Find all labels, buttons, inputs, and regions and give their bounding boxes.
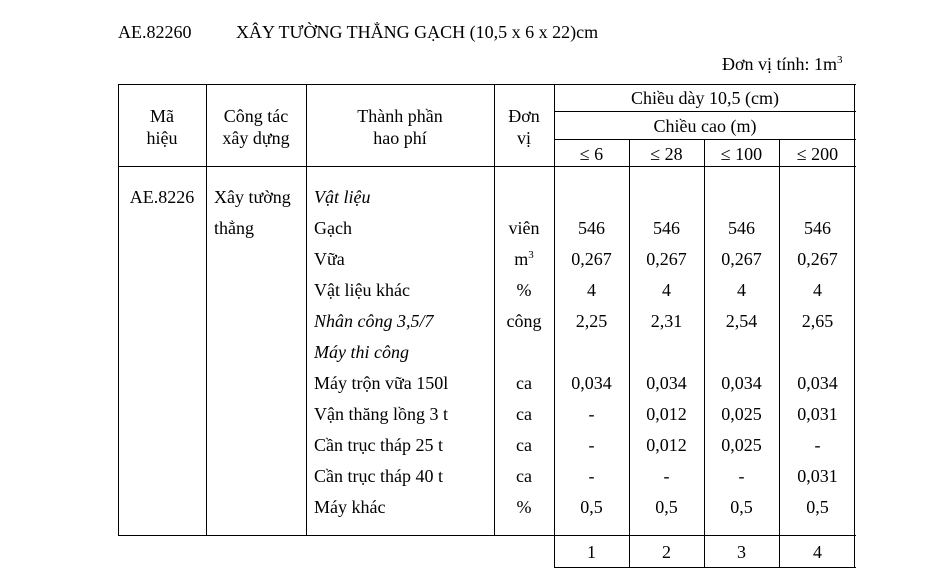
header-don-vi-line2: vị <box>516 128 531 148</box>
row-unit <box>494 372 554 394</box>
row-value-col-3: 4 <box>737 280 746 300</box>
row-unit-text: % <box>516 280 532 300</box>
header-don-vi-line1: Đơn <box>508 106 540 126</box>
header-height-col-1: ≤ 6 <box>579 144 604 164</box>
row-component-name: Máy thi công <box>314 342 409 362</box>
header-height: Chiều cao (m) <box>653 116 757 136</box>
row-value-col-4: 0,031 <box>797 466 838 486</box>
row-value-col-3: 546 <box>728 218 755 238</box>
row-work-line2: thẳng <box>214 218 254 238</box>
row-unit-text: công <box>506 311 542 331</box>
row-unit-text: ca <box>516 373 532 393</box>
row-value-col-3: - <box>738 466 745 486</box>
unit-note <box>722 54 843 75</box>
table-top-border <box>118 84 856 85</box>
row-unit <box>494 434 554 456</box>
row-unit-text: m <box>514 249 529 269</box>
row-unit <box>494 279 554 301</box>
header-cong-tac-line2: xây dựng <box>222 128 290 148</box>
row-value-col-2: 4 <box>662 280 671 300</box>
row-value-col-2: 0,5 <box>655 497 678 517</box>
row-value-col-2: 0,012 <box>646 404 687 424</box>
row-value-col-4: 2,65 <box>801 311 834 331</box>
row-component-name: Nhân công 3,5/7 <box>314 311 434 331</box>
header-ma-hieu <box>118 105 206 149</box>
row-component-name: Vật liệu <box>314 187 371 207</box>
row-value-col-2: 0,012 <box>646 435 687 455</box>
col-border-1 <box>206 84 207 535</box>
col-border-0 <box>118 84 119 535</box>
row-value-col-1: - <box>588 435 595 455</box>
row-unit <box>494 403 554 425</box>
row-unit <box>494 310 554 332</box>
row-value-col-1: - <box>588 466 595 486</box>
header-bottom-border <box>118 166 856 167</box>
header-divider-1 <box>554 111 856 112</box>
row-unit-text: % <box>516 497 532 517</box>
row-component-name: Gạch <box>314 218 352 238</box>
row-work-type <box>214 186 291 239</box>
row-component-name: Cần trục tháp 40 t <box>314 466 443 486</box>
header-cong-tac <box>206 105 306 149</box>
row-value-col-3: 0,034 <box>721 373 762 393</box>
row-value-col-1: 0,034 <box>571 373 612 393</box>
header-ma-hieu-line2: hiệu <box>146 128 178 148</box>
row-component-name: Vữa <box>314 249 345 269</box>
row-value-col-3: 2,54 <box>725 311 758 331</box>
table-bottom-border <box>118 535 856 536</box>
row-unit <box>494 248 554 270</box>
header-don-vi <box>494 105 554 149</box>
header-cong-tac-line1: Công tác <box>223 106 289 126</box>
footer-col-2: 2 <box>662 542 671 562</box>
row-value-col-3: 0,267 <box>721 249 762 269</box>
row-unit-text: ca <box>516 435 532 455</box>
row-value-col-1: 4 <box>587 280 596 300</box>
row-value-col-2: 0,267 <box>646 249 687 269</box>
row-value-col-1: 2,25 <box>575 311 608 331</box>
norm-title: XÂY TƯỜNG THẲNG GẠCH (10,5 x 6 x 22)cm <box>236 22 599 42</box>
row-value-col-3: 0,5 <box>730 497 753 517</box>
header-thanh-phan-line2: hao phí <box>373 128 427 148</box>
row-value-col-1: 0,5 <box>580 497 603 517</box>
row-value-col-4: 546 <box>804 218 831 238</box>
row-component-name: Vật liệu khác <box>314 280 410 300</box>
row-code: AE.8226 <box>129 187 195 207</box>
unit-note-text: Đơn vị tính: 1m <box>722 54 838 74</box>
row-component-name: Máy trộn vữa 150l <box>314 373 449 393</box>
row-value-col-4: 0,031 <box>797 404 838 424</box>
row-value-col-4: 0,5 <box>806 497 829 517</box>
header-thanh-phan <box>306 105 494 149</box>
row-component-name: Vận thăng lồng 3 t <box>314 404 448 424</box>
row-unit <box>494 217 554 239</box>
row-value-col-2: 0,034 <box>646 373 687 393</box>
row-value-col-3: 0,025 <box>721 435 762 455</box>
row-value-col-1: 0,267 <box>571 249 612 269</box>
row-value-col-2: 546 <box>653 218 680 238</box>
footer-bottom-border <box>554 567 856 568</box>
row-unit-sup: 3 <box>528 249 534 261</box>
header-ma-hieu-line1: Mã <box>150 106 174 126</box>
row-value-col-1: - <box>588 404 595 424</box>
row-value-col-4: 0,267 <box>797 249 838 269</box>
row-unit-text: ca <box>516 466 532 486</box>
header-height-col-2: ≤ 28 <box>650 144 683 164</box>
row-value-col-3: 0,025 <box>721 404 762 424</box>
header-height-col-4: ≤ 200 <box>796 144 839 164</box>
row-unit-text: viên <box>508 218 540 238</box>
row-value-col-1: 546 <box>578 218 605 238</box>
row-value-col-4: 0,034 <box>797 373 838 393</box>
norm-code: AE.82260 <box>118 22 192 42</box>
row-value-col-4: - <box>814 435 821 455</box>
row-unit <box>494 465 554 487</box>
header-height-col-3: ≤ 100 <box>720 144 763 164</box>
row-component-name: Máy khác <box>314 497 386 517</box>
row-work-line1: Xây tường <box>214 187 291 207</box>
row-value-col-4: 4 <box>813 280 822 300</box>
footer-col-4: 4 <box>813 542 822 562</box>
row-component-name: Cần trục tháp 25 t <box>314 435 443 455</box>
unit-note-sup: 3 <box>837 54 843 66</box>
row-unit <box>494 496 554 518</box>
row-unit-text: ca <box>516 404 532 424</box>
footer-col-3: 3 <box>737 542 746 562</box>
header-thanh-phan-line1: Thành phần <box>357 106 443 126</box>
footer-col-1: 1 <box>587 542 596 562</box>
header-thickness: Chiều dày 10,5 (cm) <box>631 88 779 108</box>
header-divider-2 <box>554 139 856 140</box>
row-value-col-2: - <box>663 466 670 486</box>
row-value-col-2: 2,31 <box>650 311 683 331</box>
col-border-2 <box>306 84 307 535</box>
